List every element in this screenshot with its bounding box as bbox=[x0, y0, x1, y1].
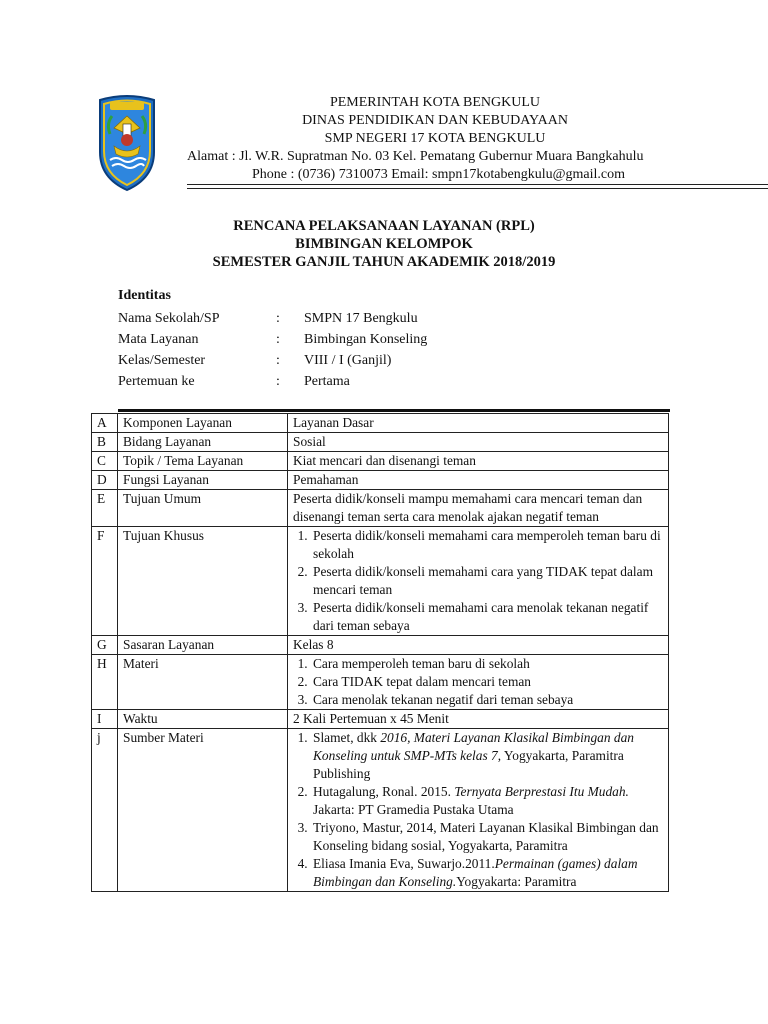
sumber-materi-list bbox=[293, 729, 664, 891]
identitas-row bbox=[118, 329, 427, 350]
row-label: Komponen Layanan bbox=[118, 414, 288, 433]
row-code: D bbox=[92, 471, 118, 490]
row-label: Tujuan Khusus bbox=[118, 527, 288, 636]
identitas-value: SMPN 17 Bengkulu bbox=[304, 311, 418, 326]
row-value bbox=[288, 527, 669, 636]
row-label: Tujuan Umum bbox=[118, 490, 288, 527]
identitas-colon: : bbox=[276, 332, 280, 347]
table-row bbox=[92, 452, 669, 471]
source-item bbox=[311, 855, 664, 891]
tujuan-khusus-list bbox=[293, 527, 664, 635]
row-label: Waktu bbox=[118, 710, 288, 729]
identitas-row bbox=[118, 308, 427, 329]
letterhead bbox=[170, 94, 700, 184]
table-row bbox=[92, 490, 669, 527]
row-value bbox=[288, 655, 669, 710]
identitas-label: Pertemuan ke bbox=[118, 374, 195, 389]
row-code: F bbox=[92, 527, 118, 636]
identitas-value: Bimbingan Konseling bbox=[304, 332, 428, 347]
table-row bbox=[92, 433, 669, 452]
identitas-value: VIII / I (Ganjil) bbox=[304, 353, 392, 368]
source-text: Jakarta: PT Gramedia Pustaka Utama bbox=[313, 802, 514, 817]
title-line-1: RENCANA PELAKSANAAN LAYANAN (RPL) bbox=[233, 218, 535, 234]
letterhead-rule-thin bbox=[187, 188, 768, 189]
source-item bbox=[311, 819, 664, 855]
identitas-label: Kelas/Semester bbox=[118, 353, 206, 368]
bengkulu-city-emblem bbox=[96, 94, 158, 192]
source-item bbox=[311, 783, 664, 819]
letterhead-contact: Phone : (0736) 7310073 Email: smpn17kotabengkulu@gmail.com bbox=[252, 167, 625, 182]
source-text: Hutagalung, Ronal. 2015. bbox=[313, 784, 455, 799]
identitas-colon: : bbox=[276, 311, 280, 326]
list-item: 3. Peserta didik/konseli memahami cara menolak tekanan negatif dari teman sebaya bbox=[311, 599, 664, 635]
table-row bbox=[92, 527, 669, 636]
table-row bbox=[92, 655, 669, 710]
identitas-label: Mata Layanan bbox=[118, 332, 199, 347]
row-value: Kelas 8 bbox=[288, 636, 669, 655]
source-text: Eliasa Imania Eva, Suwarjo.2011. bbox=[313, 856, 495, 871]
letterhead-government: PEMERINTAH KOTA BENGKULU bbox=[329, 95, 541, 110]
identitas-colon: : bbox=[276, 353, 280, 368]
source-text: , Yogyakarta, Paramitra Publishing bbox=[313, 748, 624, 781]
identitas-value: Pertama bbox=[304, 374, 350, 389]
row-label: Bidang Layanan bbox=[118, 433, 288, 452]
list-item: 2. Peserta didik/konseli memahami cara yang TIDAK tepat dalam mencari teman bbox=[311, 563, 664, 599]
source-title: Ternyata Berprestasi Itu Mudah. bbox=[454, 784, 629, 799]
table-top-rule bbox=[118, 409, 670, 412]
list-item: 1. Peserta didik/konseli memahami cara memperoleh teman baru di sekolah bbox=[311, 527, 664, 563]
source-text: Triyono, Mastur, 2014, Materi Layanan Klasikal Bimbingan dan Konseling bidang sosial, Yogyakarta, Paramitra bbox=[313, 820, 659, 853]
table-row bbox=[92, 636, 669, 655]
row-value bbox=[288, 729, 669, 892]
row-label: Sumber Materi bbox=[118, 729, 288, 892]
row-code: j bbox=[92, 729, 118, 892]
letterhead-address: Alamat : Jl. W.R. Supratman No. 03 Kel. Pematang Gubernur Muara Bangkahulu bbox=[187, 149, 644, 164]
table-row bbox=[92, 414, 669, 433]
row-value: 2 Kali Pertemuan x 45 Menit bbox=[288, 710, 669, 729]
letterhead-department: DINAS PENDIDIKAN DAN KEBUDAYAAN bbox=[302, 113, 568, 128]
title-line-3: SEMESTER GANJIL TAHUN AKADEMIK 2018/2019 bbox=[212, 254, 556, 270]
table-row bbox=[92, 729, 669, 892]
row-code: H bbox=[92, 655, 118, 710]
identitas-row bbox=[118, 350, 427, 371]
identitas-section bbox=[118, 287, 427, 392]
table-row bbox=[92, 710, 669, 729]
row-label: Materi bbox=[118, 655, 288, 710]
rpl-table bbox=[91, 413, 669, 892]
source-title: Permainan (games) dalam Bimbingan dan Konseling. bbox=[313, 856, 638, 889]
list-item: 1. Cara memperoleh teman baru di sekolah bbox=[311, 655, 664, 673]
identitas-label: Nama Sekolah/SP bbox=[118, 311, 220, 326]
source-text: Yogyakarta: Paramitra bbox=[456, 874, 577, 889]
row-code: B bbox=[92, 433, 118, 452]
row-code: G bbox=[92, 636, 118, 655]
row-value: Kiat mencari dan disenangi teman bbox=[288, 452, 669, 471]
title-line-2: BIMBINGAN KELOMPOK bbox=[295, 236, 473, 252]
letterhead-rule bbox=[187, 184, 768, 185]
table-row bbox=[92, 471, 669, 490]
source-item bbox=[311, 729, 664, 783]
row-code: A bbox=[92, 414, 118, 433]
list-item: 2. Cara TIDAK tepat dalam mencari teman bbox=[311, 673, 664, 691]
source-title: 2016, Materi Layanan Klasikal Bimbingan dan Konseling untuk SMP-MTs kelas 7 bbox=[313, 730, 634, 763]
row-value: Peserta didik/konseli mampu memahami cara mencari teman dan disenangi teman serta cara menolak ajakan negatif teman bbox=[288, 490, 669, 527]
row-label: Topik / Tema Layanan bbox=[118, 452, 288, 471]
row-label: Sasaran Layanan bbox=[118, 636, 288, 655]
row-value: Sosial bbox=[288, 433, 669, 452]
row-code: C bbox=[92, 452, 118, 471]
list-item: 3. Cara menolak tekanan negatif dari teman sebaya bbox=[311, 691, 664, 709]
identitas-row bbox=[118, 371, 427, 392]
row-code: E bbox=[92, 490, 118, 527]
identitas-colon: : bbox=[276, 374, 280, 389]
letterhead-school: SMP NEGERI 17 KOTA BENGKULU bbox=[324, 131, 546, 146]
row-value: Pemahaman bbox=[288, 471, 669, 490]
identitas-heading: Identitas bbox=[118, 288, 171, 303]
document-title bbox=[100, 217, 668, 271]
row-label: Fungsi Layanan bbox=[118, 471, 288, 490]
materi-list bbox=[293, 655, 664, 709]
row-value: Layanan Dasar bbox=[288, 414, 669, 433]
source-text: Slamet, dkk bbox=[313, 730, 381, 745]
row-code: I bbox=[92, 710, 118, 729]
